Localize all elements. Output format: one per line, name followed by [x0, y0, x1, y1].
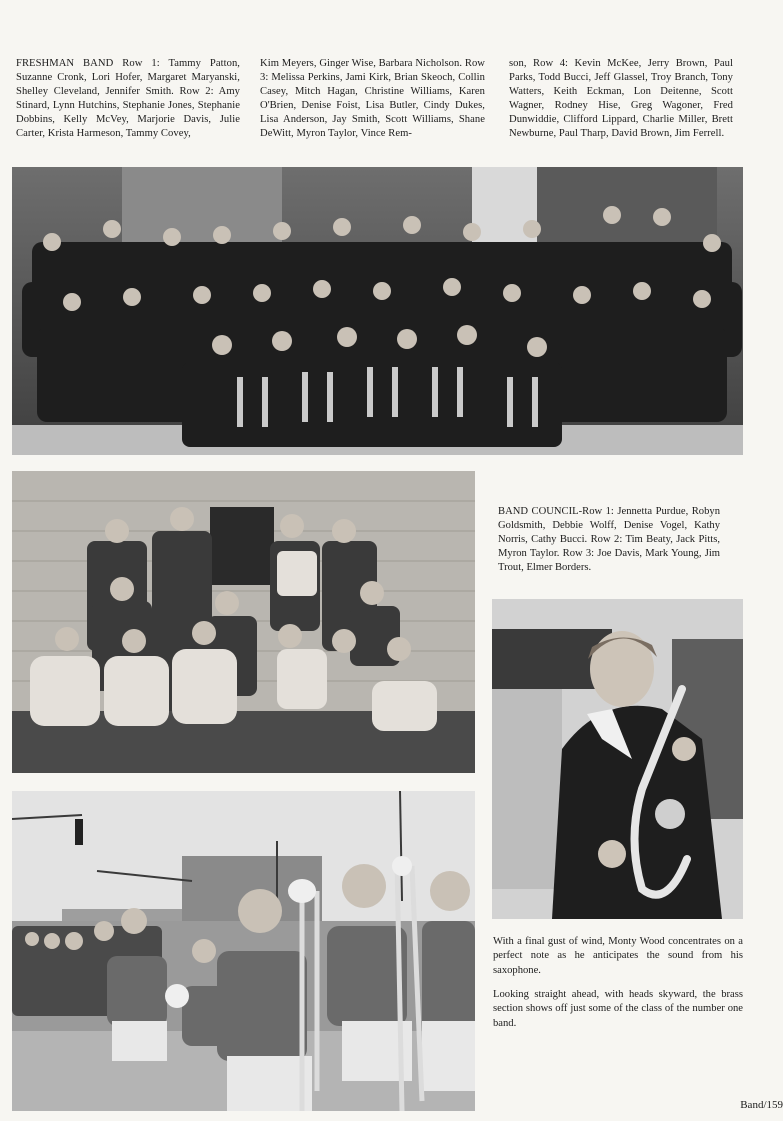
- freshman-band-caption-col-1: FRESHMAN BAND Row 1: Tammy Patton, Suzanne Cronk, Lori Hofer, Margaret Maryanski, Shelley Cleveland, Jennifer Smith. Row 2: Amy Stinard, Lynn Hutchins, Stephanie Jones, Stephanie Dobbins, Kelly McVey, Marjorie Davis, Julie Carter, Krista Harmeson, Tammy Covey,: [16, 58, 240, 140]
- band-council-caption: BAND COUNCIL-Row 1: Jennetta Purdue, Robyn Goldsmith, Debbie Wolff, Denise Vogel, Kathy Norris, Cathy Bucci. Row 2: Tim Beaty, Jack Pitts, Myron Taylor. Row 3: Joe Davis, Mark Young, Jim Trout, Elmer Borders.: [498, 506, 720, 573]
- band-council-photo: [12, 471, 475, 773]
- page-folio: Band/159: [740, 1099, 783, 1111]
- freshman-band-caption-col-3: son, Row 4: Kevin McKee, Jerry Brown, Paul Parks, Todd Bucci, Jeff Glassel, Troy Branch, Tony Watters, Keith Eckman, Lon Deitenne, Scott Wagner, Rodney Hise, Greg Wagoner, Fred Dunwiddie, Clifford Lippard, Charlie Miller, Brett Newburne, Paul Tharp, David Brown, Jim Ferrell.: [509, 58, 733, 140]
- parade-brass-photo: [12, 791, 475, 1111]
- saxophone-player-photo: [492, 599, 743, 919]
- freshman-band-photo: [12, 167, 743, 455]
- saxophone-caption: With a final gust of wind, Monty Wood concentrates on a perfect note as he anticipates the sound from his saxophone.: [493, 936, 743, 976]
- brass-section-caption: Looking straight ahead, with heads skyward, the brass section shows off just some of the class of the number one band.: [493, 989, 743, 1029]
- freshman-band-caption-col-2: Kim Meyers, Ginger Wise, Barbara Nicholson. Row 3: Melissa Perkins, Jami Kirk, Brian Skeoch, Collin Casey, Mitch Hagan, Christine Williams, Karen O'Brien, Denise Foist, Lisa Butler, Cindy Dukes, Lisa Anderson, Jay Smith, Scott Williams, Shane DeWitt, Myron Taylor, Vince Rem-: [260, 58, 485, 140]
